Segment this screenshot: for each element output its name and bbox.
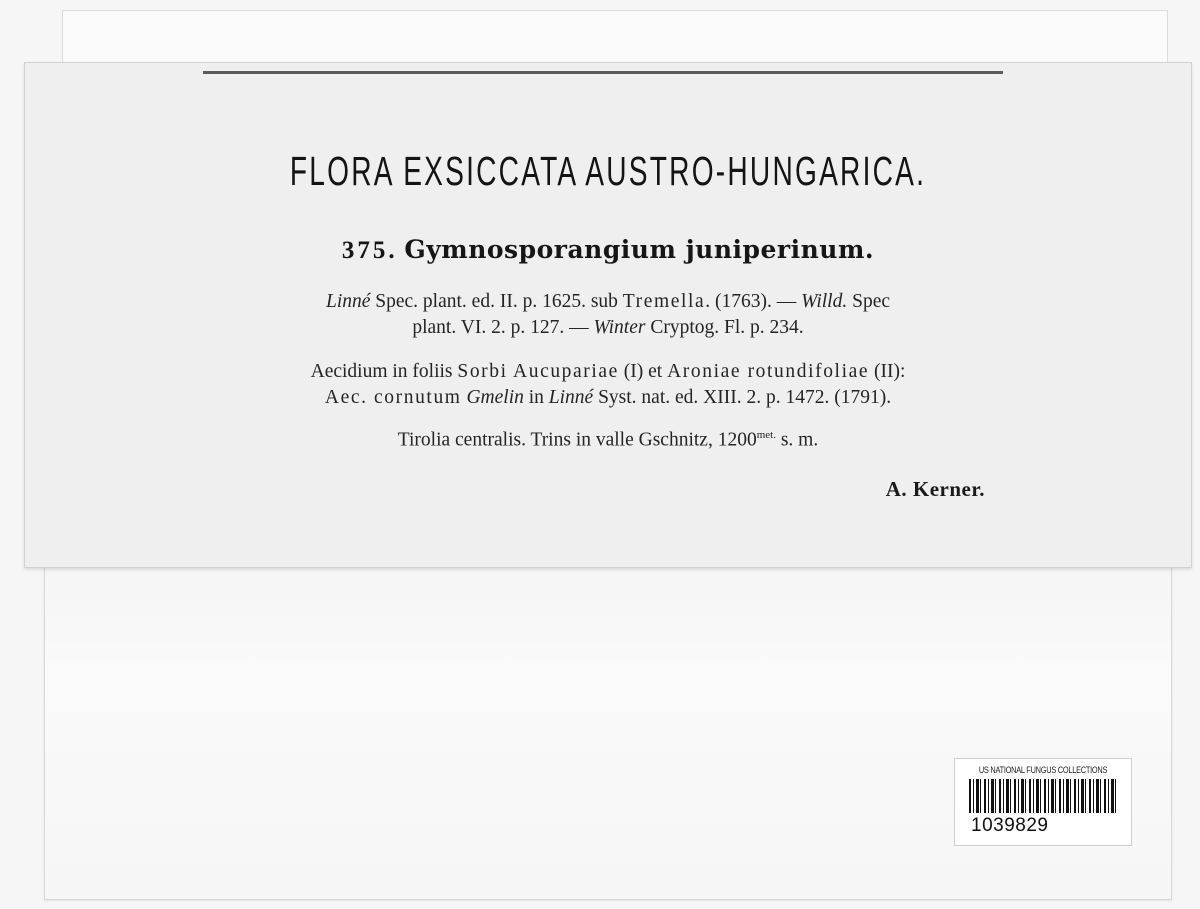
label-rule xyxy=(203,71,1003,74)
synonym-text: in xyxy=(523,387,549,408)
ref-text: . (1763). — xyxy=(705,291,802,312)
locality-text: Tirolia centralis. Trins in valle Gschnitz, 1200 xyxy=(397,429,757,451)
reference-line-1 xyxy=(25,291,1191,313)
ref-text: plant. VI. 2. p. 127. — xyxy=(412,317,594,338)
host-text: (I) et xyxy=(618,361,668,382)
barcode-sticker xyxy=(954,758,1132,846)
author-linne: Linné xyxy=(325,291,371,312)
author-willd: Willd. xyxy=(801,291,848,312)
catalog-number: 1039829 xyxy=(971,815,1049,836)
locality-text: s. m. xyxy=(775,429,819,451)
herbarium-label xyxy=(24,62,1192,568)
collector-name: A. Kerner. xyxy=(885,477,985,501)
locality-line xyxy=(25,429,1191,452)
series-title: FLORA EXSICCATA AUSTRO-HUNGARICA. xyxy=(289,149,927,195)
reference-line-2 xyxy=(25,317,1191,339)
species-line xyxy=(25,235,1191,265)
exsiccata-number: 375. xyxy=(341,237,398,264)
ref-text: Spec. plant. ed. II. p. 1625. sub xyxy=(370,291,623,312)
author-gmelin: Gmelin xyxy=(461,387,524,408)
synonym-name: Aec. cornutum xyxy=(324,387,462,408)
collection-name: US NATIONAL FUNGUS COLLECTIONS xyxy=(978,765,1108,775)
barcode-icon xyxy=(969,779,1117,813)
host-line xyxy=(25,361,1191,383)
synonym-line xyxy=(25,387,1191,409)
genus-tremella: Tremella xyxy=(622,291,706,312)
ref-text: Spec xyxy=(847,291,890,312)
ref-text: Cryptog. Fl. p. 234. xyxy=(645,317,804,338)
author-winter: Winter xyxy=(593,317,646,338)
elevation-unit: met. xyxy=(756,429,776,441)
host-sorbus: Sorbi Aucupariae xyxy=(457,361,619,382)
host-text: Aecidium in foliis xyxy=(310,361,458,382)
species-name: Gymnosporangium juniperinum. xyxy=(404,235,875,264)
host-aronia: Aroniae rotundifoliae xyxy=(667,361,870,382)
author-linne-2: Linné xyxy=(548,387,594,408)
synonym-text: Syst. nat. ed. XIII. 2. p. 1472. (1791). xyxy=(593,387,892,408)
host-text: (II): xyxy=(869,361,906,382)
